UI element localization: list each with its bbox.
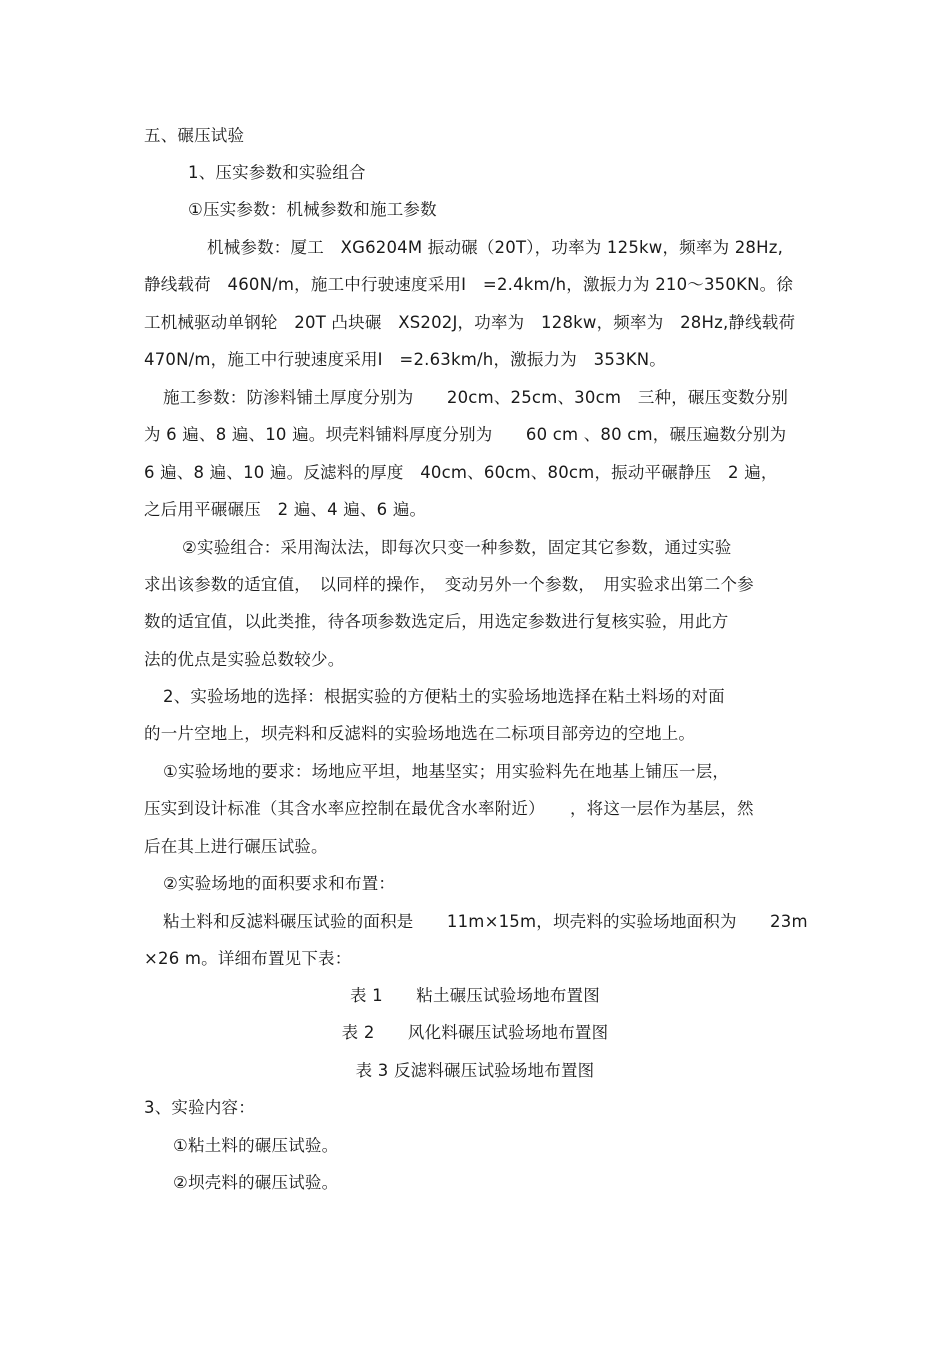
paragraph-line: 法的优点是实验总数较少。 (144, 650, 345, 669)
list-item: ②坝壳料的碾压试验。 (173, 1173, 339, 1192)
paragraph-line: 后在其上进行碾压试验。 (144, 837, 328, 856)
area-heading: ②实验场地的面积要求和布置： (163, 874, 396, 893)
subsection-heading-site: 2、实验场地的选择：根据实验的方便粘土的实验场地选择在粘土料场的对面 (163, 687, 725, 706)
table-caption: 表 2 风化料碾压试验场地布置图 (341, 1023, 609, 1042)
table-caption: 表 3 反滤料碾压试验场地布置图 (355, 1061, 595, 1080)
paragraph-line: 工机械驱动单钢轮 20T 凸块碾 XS202J，功率为 128kw，频率为 28Hz,静线载荷 (144, 313, 796, 332)
paragraph-line: 机械参数：厦工 XG6204M 振动碾（20T），功率为 125kw，频率为 28Hz, (207, 238, 784, 257)
compaction-params-heading: ①压实参数：机械参数和施工参数 (188, 200, 437, 219)
paragraph-line: 为 6 遍、8 遍、10 遍。坝壳料铺料厚度分别为 60 cm 、80 cm，碾压遍数分别为 (144, 425, 787, 444)
paragraph-line: 静线载荷 460N/m，施工中行驶速度采用Ⅰ =2.4km/h，激振力为 210～350KN。徐 (144, 275, 794, 294)
paragraph-line: 施工参数：防渗料铺土厚度分别为 20cm、25cm、30cm 三种，碾压变数分别 (163, 388, 789, 407)
paragraph-line: 数的适宜值，以此类推，待各项参数选定后，用选定参数进行复核实验，用此方 (144, 612, 729, 631)
paragraph-line: 粘土料和反滤料碾压试验的面积是 11m×15m，坝壳料的实验场地面积为 23m (163, 912, 808, 931)
paragraph-line: ②实验组合：采用淘汰法，即每次只变一种参数，固定其它参数，通过实验 (182, 538, 732, 557)
paragraph-line: 压实到设计标准（其含水率应控制在最优含水率附近） ，将这一层作为基层，然 (144, 799, 754, 818)
paragraph-line: ①实验场地的要求：场地应平坦，地基坚实；用实验料先在地基上铺压一层， (163, 762, 730, 781)
subsection-heading-params: 1、压实参数和实验组合 (188, 163, 366, 182)
section-heading: 五、碾压试验 (144, 126, 245, 145)
table-caption: 表 1 粘土碾压试验场地布置图 (350, 986, 600, 1005)
paragraph-line: ×26 m。详细布置见下表： (144, 949, 352, 968)
paragraph-line: 6 遍、8 遍、10 遍。反滤料的厚度 40cm、60cm、80cm，振动平碾静压 2 遍， (144, 463, 778, 482)
list-item: ①粘土料的碾压试验。 (173, 1136, 339, 1155)
subsection-heading-content: 3、实验内容： (144, 1098, 255, 1117)
paragraph-line: 的一片空地上，坝壳料和反滤料的实验场地选在二标项目部旁边的空地上。 (144, 724, 696, 743)
paragraph-line: 求出该参数的适宜值， 以同样的操作， 变动另外一个参数， 用实验求出第二个参 (144, 575, 754, 594)
paragraph-line: 之后用平碾碾压 2 遍、4 遍、6 遍。 (144, 500, 427, 519)
paragraph-line: 470N/m，施工中行驶速度采用Ⅰ =2.63km/h，激振力为 353KN。 (144, 350, 666, 369)
